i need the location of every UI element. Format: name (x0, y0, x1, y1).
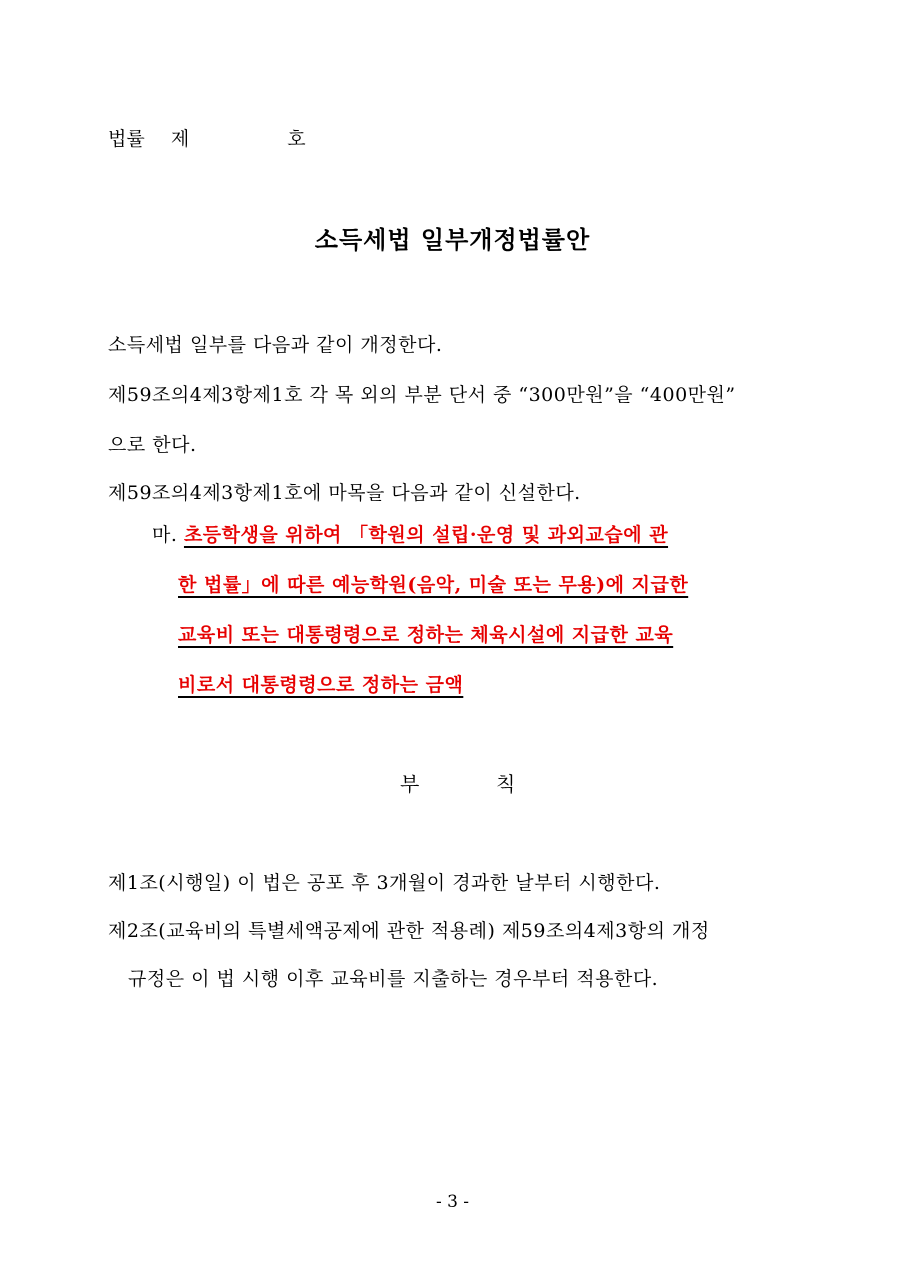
amendment2-text: 제59조의4제3항제1호에 마목을 다음과 같이 신설한다. (108, 482, 581, 504)
number-label: 제 (170, 128, 190, 150)
appendix-title-part1: 부 (400, 772, 420, 796)
amendment1-line2: 으로 한다. (108, 434, 197, 456)
new-item-row-4 (178, 670, 463, 697)
new-item-text-line: 한 법률」에 따른 예능학원(음악, 미술 또는 무용)에 지급한 (178, 574, 689, 596)
law-label: 법률 (108, 128, 145, 150)
new-item-row-1 (152, 520, 668, 547)
law-number-line (108, 124, 306, 151)
new-item-label: 마. (152, 524, 178, 546)
appendix-article2-line1: 제2조(교육비의 특별세액공제에 관한 적용례) 제59조의4제3항의 개정 (108, 920, 710, 942)
amendment1-line1: 제59조의4제3항제1호 각 목 외의 부분 단서 중 “300만원”을 “400만원” (108, 384, 736, 406)
intro-text: 소득세법 일부를 다음과 같이 개정한다. (108, 334, 443, 356)
appendix-title-part2: 칙 (496, 772, 516, 796)
page-number: - 3 - (435, 1192, 470, 1212)
appendix-article2-line2: 규정은 이 법 시행 이후 교육비를 지출하는 경우부터 적용한다. (128, 968, 659, 990)
appendix-article1: 제1조(시행일) 이 법은 공포 후 3개월이 경과한 날부터 시행한다. (108, 872, 661, 894)
appendix-title (400, 768, 515, 797)
new-item-row-3 (178, 620, 673, 647)
new-item-text-line: 비로서 대통령령으로 정하는 금액 (178, 674, 464, 696)
number-suffix: 호 (287, 128, 306, 150)
new-item-text-line: 교육비 또는 대통령령으로 정하는 체육시설에 지급한 교육 (178, 624, 674, 646)
document-title: 소득세법 일부개정법률안 (314, 225, 591, 254)
new-item-text-line: 초등학생을 위하여 「학원의 설립·운영 및 과외교습에 관 (183, 524, 669, 546)
new-item-row-2 (178, 570, 688, 597)
